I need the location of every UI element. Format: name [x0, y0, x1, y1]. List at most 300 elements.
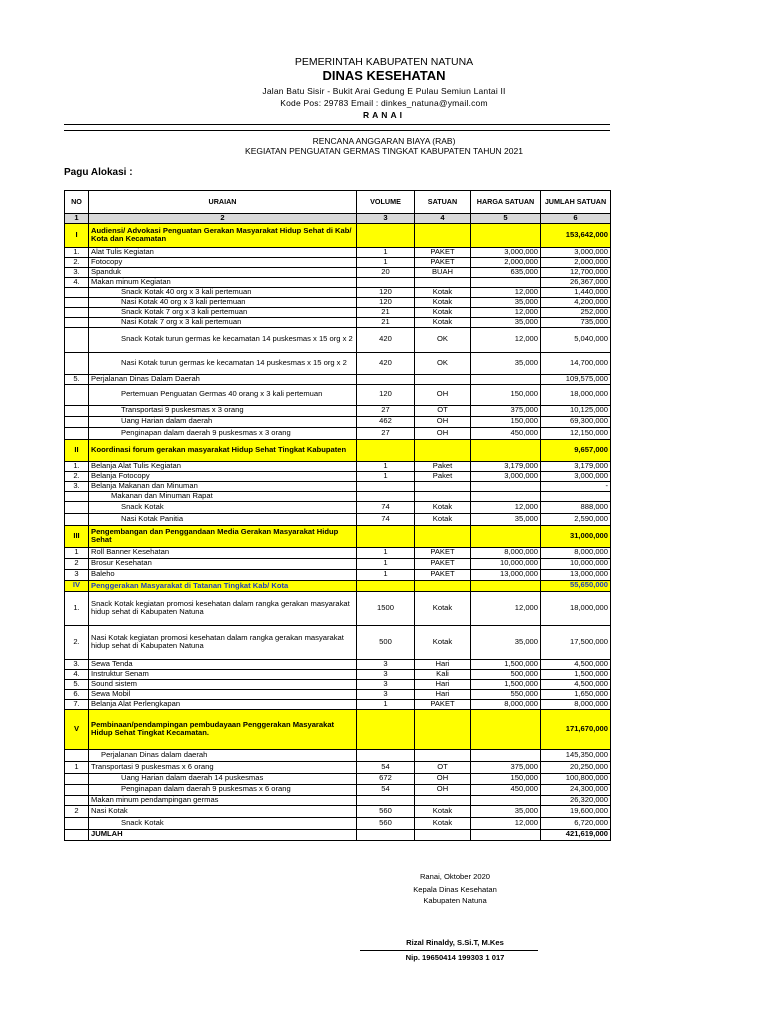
cell-jumlah: 888,000	[541, 501, 611, 513]
signature-place-date: Ranai, Oktober 2020	[419, 872, 491, 881]
cell-volume: 54	[357, 784, 415, 795]
cell-uraian: Nasi Kotak 7 org x 3 kali pertemuan	[89, 317, 357, 327]
cell-no	[65, 297, 89, 307]
cell-harga: 35,000	[471, 805, 541, 817]
cell-volume: 120	[357, 297, 415, 307]
section-row	[65, 223, 611, 247]
section-row	[65, 580, 611, 591]
gov-name: PEMERINTAH KABUPATEN NATUNA	[294, 56, 474, 68]
table-row	[65, 481, 611, 491]
cell-no: 4.	[65, 669, 89, 679]
table-row	[65, 374, 611, 384]
cell-satuan: OT	[415, 761, 471, 773]
cell-harga: 8,000,000	[471, 547, 541, 558]
cell-satuan: OH	[415, 427, 471, 439]
signature-position-region: Kabupaten Natuna	[423, 896, 487, 905]
table-row	[65, 501, 611, 513]
cell-satuan	[415, 481, 471, 491]
cell-harga: 12,000	[471, 287, 541, 297]
cell-volume: 560	[357, 817, 415, 829]
table-row	[65, 297, 611, 307]
cell-satuan: Hari	[415, 679, 471, 689]
cell-volume: 1	[357, 569, 415, 580]
cell-uraian: Sound sistem	[89, 679, 357, 689]
cell-uraian: JUMLAH	[89, 829, 357, 840]
cell-jumlah: 735,000	[541, 317, 611, 327]
cell-volume: 21	[357, 317, 415, 327]
cell-no: 1.	[65, 591, 89, 625]
cell-no: 2.	[65, 471, 89, 481]
cell-uraian: Nasi Kotak turun germas ke kecamatan 14 puskesmas x 15 org x 2	[89, 352, 357, 374]
cell-jumlah: 1,500,000	[541, 669, 611, 679]
cell-satuan: PAKET	[415, 247, 471, 257]
table-row	[65, 773, 611, 784]
cell-jumlah: 252,000	[541, 307, 611, 317]
cell-uraian: Belanja Alat Tulis Kegiatan	[89, 461, 357, 471]
cell-harga: 375,000	[471, 761, 541, 773]
cell-volume	[357, 709, 415, 749]
cell-jumlah: 8,000,000	[541, 699, 611, 709]
cell-satuan	[415, 709, 471, 749]
cell-harga: 10,000,000	[471, 558, 541, 569]
cell-harga: 450,000	[471, 427, 541, 439]
cell-jumlah: 12,150,000	[541, 427, 611, 439]
table-row	[65, 317, 611, 327]
cell-satuan: Hari	[415, 689, 471, 699]
document-title: RENCANA ANGGARAN BIAYA (RAB)	[312, 136, 456, 146]
cell-jumlah: 12,700,000	[541, 267, 611, 277]
cell-uraian: Alat Tulis Kegiatan	[89, 247, 357, 257]
table-row	[65, 795, 611, 805]
cell-jumlah: 24,300,000	[541, 784, 611, 795]
table-row	[65, 352, 611, 374]
cell-satuan: Hari	[415, 659, 471, 669]
cell-no: 6.	[65, 689, 89, 699]
cell-no: 3	[65, 569, 89, 580]
table-row	[65, 257, 611, 267]
cell-harga: 150,000	[471, 773, 541, 784]
cell-jumlah: 69,300,000	[541, 416, 611, 427]
cell-volume: 54	[357, 761, 415, 773]
cell-harga: 150,000	[471, 416, 541, 427]
address-line: Jalan Batu Sisir - Bukit Arai Gedung E Pulau Semiun Lantai II	[262, 86, 506, 96]
cell-no	[65, 384, 89, 405]
cell-no	[65, 513, 89, 525]
column-number: 6	[541, 214, 611, 224]
cell-no: 7.	[65, 699, 89, 709]
cell-harga: 35,000	[471, 317, 541, 327]
cell-harga	[471, 439, 541, 461]
header-divider-top	[64, 124, 610, 125]
cell-volume	[357, 795, 415, 805]
table-row	[65, 569, 611, 580]
cell-volume: 74	[357, 513, 415, 525]
cell-jumlah: 26,320,000	[541, 795, 611, 805]
cell-satuan	[415, 223, 471, 247]
cell-no	[65, 416, 89, 427]
cell-satuan	[415, 580, 471, 591]
cell-satuan: Kotak	[415, 307, 471, 317]
cell-uraian: Belanja Makanan dan Minuman	[89, 481, 357, 491]
cell-satuan: Kotak	[415, 591, 471, 625]
cell-satuan	[415, 749, 471, 761]
cell-no: 3.	[65, 481, 89, 491]
cell-satuan: Kotak	[415, 625, 471, 659]
cell-volume: 1	[357, 699, 415, 709]
cell-jumlah: 1,440,000	[541, 287, 611, 297]
section-row	[65, 525, 611, 547]
cell-no: III	[65, 525, 89, 547]
cell-uraian: Nasi Kotak	[89, 805, 357, 817]
cell-volume: 1	[357, 558, 415, 569]
cell-jumlah: 9,657,000	[541, 439, 611, 461]
table-row	[65, 784, 611, 795]
cell-satuan: Paket	[415, 471, 471, 481]
cell-volume: 3	[357, 689, 415, 699]
header-volume: VOLUME	[357, 191, 415, 214]
cell-uraian: Uang Harian dalam daerah 14 puskesmas	[89, 773, 357, 784]
cell-harga: 35,000	[471, 513, 541, 525]
cell-no	[65, 784, 89, 795]
cell-jumlah: -	[541, 481, 611, 491]
cell-jumlah: 153,642,000	[541, 223, 611, 247]
cell-satuan: BUAH	[415, 267, 471, 277]
cell-jumlah: 145,350,000	[541, 749, 611, 761]
document-subtitle: KEGIATAN PENGUATAN GERMAS TINGKAT KABUPATEN TAHUN 2021	[245, 146, 523, 156]
cell-harga	[471, 374, 541, 384]
cell-uraian: Makanan dan Minuman Rapat	[89, 491, 357, 501]
cell-no	[65, 317, 89, 327]
cell-jumlah: 6,720,000	[541, 817, 611, 829]
cell-uraian: Uang Harian dalam daerah	[89, 416, 357, 427]
cell-satuan: PAKET	[415, 558, 471, 569]
cell-jumlah: 1,650,000	[541, 689, 611, 699]
table-row	[65, 761, 611, 773]
cell-no	[65, 501, 89, 513]
column-number: 1	[65, 214, 89, 224]
cell-harga	[471, 580, 541, 591]
column-number: 2	[89, 214, 357, 224]
cell-harga: 3,000,000	[471, 471, 541, 481]
cell-jumlah: 8,000,000	[541, 547, 611, 558]
cell-uraian: Audiensi/ Advokasi Penguatan Gerakan Masyarakat Hidup Sehat di Kab/ Kota dan Kecamatan	[89, 223, 357, 247]
cell-harga: 3,179,000	[471, 461, 541, 471]
table-row	[65, 513, 611, 525]
table-header-row	[65, 191, 611, 214]
cell-uraian: Snack Kotak 7 org x 3 kali pertemuan	[89, 307, 357, 317]
cell-satuan: PAKET	[415, 569, 471, 580]
cell-jumlah	[541, 491, 611, 501]
cell-no: V	[65, 709, 89, 749]
cell-satuan: Kotak	[415, 817, 471, 829]
cell-volume: 1500	[357, 591, 415, 625]
cell-satuan: OH	[415, 384, 471, 405]
cell-jumlah: 4,500,000	[541, 659, 611, 669]
cell-uraian: Nasi Kotak kegiatan promosi kesehatan dalam rangka gerakan masyarakat hidup sehat di Kabupaten Natuna	[89, 625, 357, 659]
cell-volume: 672	[357, 773, 415, 784]
cell-volume	[357, 580, 415, 591]
cell-volume	[357, 439, 415, 461]
table-row	[65, 817, 611, 829]
cell-satuan: Paket	[415, 461, 471, 471]
cell-uraian: Belanja Fotocopy	[89, 471, 357, 481]
signatory-nip: Nip. 19650414 199303 1 017	[405, 953, 505, 962]
cell-volume: 1	[357, 247, 415, 257]
cell-jumlah: 171,670,000	[541, 709, 611, 749]
cell-volume	[357, 374, 415, 384]
cell-harga: 35,000	[471, 297, 541, 307]
table-row	[65, 384, 611, 405]
cell-volume: 3	[357, 669, 415, 679]
cell-uraian: Perjalanan Dinas Dalam Daerah	[89, 374, 357, 384]
cell-uraian: Fotocopy	[89, 257, 357, 267]
header-divider-bottom	[64, 130, 610, 131]
cell-no: 2	[65, 805, 89, 817]
cell-harga: 550,000	[471, 689, 541, 699]
table-row	[65, 405, 611, 416]
signature-position: Kepala Dinas Kesehatan	[413, 885, 497, 894]
cell-uraian: Nasi Kotak 40 org x 3 kali pertemuan	[89, 297, 357, 307]
cell-harga: 12,000	[471, 307, 541, 317]
cell-harga: 2,000,000	[471, 257, 541, 267]
cell-jumlah: 100,800,000	[541, 773, 611, 784]
cell-satuan: PAKET	[415, 547, 471, 558]
agency-name: DINAS KESEHATAN	[322, 68, 446, 83]
cell-no: 1	[65, 761, 89, 773]
cell-satuan: Kotak	[415, 297, 471, 307]
cell-harga: 3,000,000	[471, 247, 541, 257]
budget-table-body	[65, 223, 611, 840]
table-row	[65, 689, 611, 699]
cell-uraian: Pertemuan Penguatan Germas 40 orang x 3 kali pertemuan	[89, 384, 357, 405]
cell-volume: 420	[357, 327, 415, 352]
cell-no: 1.	[65, 461, 89, 471]
table-row	[65, 287, 611, 297]
cell-no: IV	[65, 580, 89, 591]
cell-harga: 1,500,000	[471, 659, 541, 669]
cell-harga	[471, 795, 541, 805]
cell-volume: 74	[357, 501, 415, 513]
cell-uraian: Perjalanan Dinas dalam daerah	[89, 749, 357, 761]
table-row	[65, 679, 611, 689]
cell-volume: 3	[357, 659, 415, 669]
cell-uraian: Brosur Kesehatan	[89, 558, 357, 569]
cell-uraian: Snack Kotak	[89, 501, 357, 513]
cell-jumlah: 3,000,000	[541, 247, 611, 257]
cell-harga	[471, 277, 541, 287]
cell-volume	[357, 525, 415, 547]
cell-harga: 8,000,000	[471, 699, 541, 709]
cell-satuan	[415, 829, 471, 840]
cell-harga: 1,500,000	[471, 679, 541, 689]
header-satuan: SATUAN	[415, 191, 471, 214]
cell-satuan: Kotak	[415, 513, 471, 525]
column-number: 3	[357, 214, 415, 224]
city-line: RANAI	[363, 110, 405, 120]
table-row	[65, 277, 611, 287]
cell-jumlah: 5,040,000	[541, 327, 611, 352]
cell-satuan: OK	[415, 327, 471, 352]
table-row	[65, 547, 611, 558]
table-row	[65, 805, 611, 817]
table-row	[65, 659, 611, 669]
contact-line: Kode Pos: 29783 Email : dinkes_natuna@ymail.com	[280, 98, 488, 108]
cell-jumlah: 10,000,000	[541, 558, 611, 569]
cell-volume	[357, 749, 415, 761]
signatory-name: Rizal Rinaldy, S.Si.T, M.Kes	[406, 938, 504, 947]
cell-harga: 450,000	[471, 784, 541, 795]
cell-uraian: Instruktur Senam	[89, 669, 357, 679]
section-row	[65, 709, 611, 749]
cell-volume: 27	[357, 405, 415, 416]
cell-volume: 20	[357, 267, 415, 277]
cell-no	[65, 829, 89, 840]
cell-harga	[471, 223, 541, 247]
cell-no	[65, 405, 89, 416]
cell-satuan: OT	[415, 405, 471, 416]
cell-uraian: Snack Kotak turun germas ke kecamatan 14 puskesmas x 15 org x 2	[89, 327, 357, 352]
cell-jumlah: 10,125,000	[541, 405, 611, 416]
header-jumlah-satuan: JUMLAH SATUAN	[541, 191, 611, 214]
cell-jumlah: 26,367,000	[541, 277, 611, 287]
table-row	[65, 416, 611, 427]
cell-harga: 500,000	[471, 669, 541, 679]
cell-volume: 420	[357, 352, 415, 374]
cell-uraian: Snack Kotak kegiatan promosi kesehatan dalam rangka gerakan masyarakat hidup sehat di Kabupaten Natuna	[89, 591, 357, 625]
cell-uraian: Belanja Alat Perlengkapan	[89, 699, 357, 709]
cell-no: 1.	[65, 247, 89, 257]
cell-uraian: Penginapan dalam daerah 9 puskesmas x 3 orang	[89, 427, 357, 439]
cell-no: 2	[65, 558, 89, 569]
cell-harga: 35,000	[471, 352, 541, 374]
cell-harga	[471, 749, 541, 761]
cell-jumlah: 20,250,000	[541, 761, 611, 773]
cell-volume: 462	[357, 416, 415, 427]
cell-uraian: Sewa Mobil	[89, 689, 357, 699]
table-row	[65, 591, 611, 625]
cell-jumlah: 19,600,000	[541, 805, 611, 817]
cell-harga: 35,000	[471, 625, 541, 659]
cell-uraian: Snack Kotak	[89, 817, 357, 829]
cell-no	[65, 795, 89, 805]
cell-satuan: PAKET	[415, 699, 471, 709]
cell-jumlah: 14,700,000	[541, 352, 611, 374]
cell-uraian: Sewa Tenda	[89, 659, 357, 669]
cell-volume: 120	[357, 287, 415, 297]
cell-uraian: Pengembangan dan Penggandaan Media Gerakan Masyarakat Hidup Sehat	[89, 525, 357, 547]
cell-satuan: OH	[415, 784, 471, 795]
cell-no	[65, 491, 89, 501]
cell-harga	[471, 481, 541, 491]
cell-no: 2.	[65, 625, 89, 659]
cell-volume: 1	[357, 257, 415, 267]
table-row	[65, 247, 611, 257]
cell-uraian: Pembinaan/pendampingan pembudayaan Penggerakan Masyarakat Hidup Sehat Tingkat Kecamatan.	[89, 709, 357, 749]
cell-volume: 120	[357, 384, 415, 405]
cell-uraian: Transportasi 9 puskesmas x 3 orang	[89, 405, 357, 416]
cell-satuan	[415, 439, 471, 461]
cell-satuan	[415, 795, 471, 805]
header-uraian: URAIAN	[89, 191, 357, 214]
cell-harga: 635,000	[471, 267, 541, 277]
cell-no	[65, 817, 89, 829]
cell-no	[65, 287, 89, 297]
cell-no	[65, 427, 89, 439]
cell-volume: 500	[357, 625, 415, 659]
cell-uraian: Nasi Kotak Panitia	[89, 513, 357, 525]
cell-no: 5.	[65, 679, 89, 689]
cell-volume: 3	[357, 679, 415, 689]
cell-harga: 13,000,000	[471, 569, 541, 580]
cell-volume	[357, 223, 415, 247]
cell-jumlah: 2,000,000	[541, 257, 611, 267]
cell-no	[65, 307, 89, 317]
cell-no	[65, 773, 89, 784]
cell-no: II	[65, 439, 89, 461]
cell-volume: 27	[357, 427, 415, 439]
cell-jumlah: 3,000,000	[541, 471, 611, 481]
table-row	[65, 427, 611, 439]
cell-satuan: Kotak	[415, 805, 471, 817]
cell-harga	[471, 491, 541, 501]
header-no: NO	[65, 191, 89, 214]
cell-volume: 21	[357, 307, 415, 317]
cell-harga: 12,000	[471, 591, 541, 625]
cell-volume	[357, 491, 415, 501]
cell-jumlah: 55,650,000	[541, 580, 611, 591]
cell-satuan: Kotak	[415, 501, 471, 513]
cell-jumlah: 421,619,000	[541, 829, 611, 840]
cell-satuan	[415, 374, 471, 384]
cell-no	[65, 327, 89, 352]
table-row	[65, 327, 611, 352]
cell-volume: 1	[357, 547, 415, 558]
cell-jumlah: 3,179,000	[541, 461, 611, 471]
cell-satuan: Kali	[415, 669, 471, 679]
budget-table	[64, 190, 611, 841]
cell-volume: 1	[357, 471, 415, 481]
cell-harga	[471, 829, 541, 840]
cell-no: 1	[65, 547, 89, 558]
signature-underline	[360, 950, 538, 951]
cell-harga: 150,000	[471, 384, 541, 405]
cell-satuan: OH	[415, 773, 471, 784]
cell-no: 4.	[65, 277, 89, 287]
cell-jumlah: 18,000,000	[541, 384, 611, 405]
cell-satuan: Kotak	[415, 317, 471, 327]
cell-satuan: PAKET	[415, 257, 471, 267]
cell-uraian: Spanduk	[89, 267, 357, 277]
cell-harga: 12,000	[471, 327, 541, 352]
table-row	[65, 307, 611, 317]
cell-harga: 12,000	[471, 501, 541, 513]
cell-harga	[471, 525, 541, 547]
cell-no: 5.	[65, 374, 89, 384]
cell-jumlah: 2,590,000	[541, 513, 611, 525]
cell-jumlah: 13,000,000	[541, 569, 611, 580]
cell-harga: 12,000	[471, 817, 541, 829]
table-row	[65, 699, 611, 709]
cell-uraian: Baleho	[89, 569, 357, 580]
table-row	[65, 471, 611, 481]
cell-volume: 560	[357, 805, 415, 817]
table-row	[65, 625, 611, 659]
cell-satuan: OH	[415, 416, 471, 427]
cell-jumlah: 4,200,000	[541, 297, 611, 307]
cell-uraian: Penginapan dalam daerah 9 puskesmas x 6 orang	[89, 784, 357, 795]
cell-no: 3.	[65, 267, 89, 277]
cell-satuan: Kotak	[415, 287, 471, 297]
